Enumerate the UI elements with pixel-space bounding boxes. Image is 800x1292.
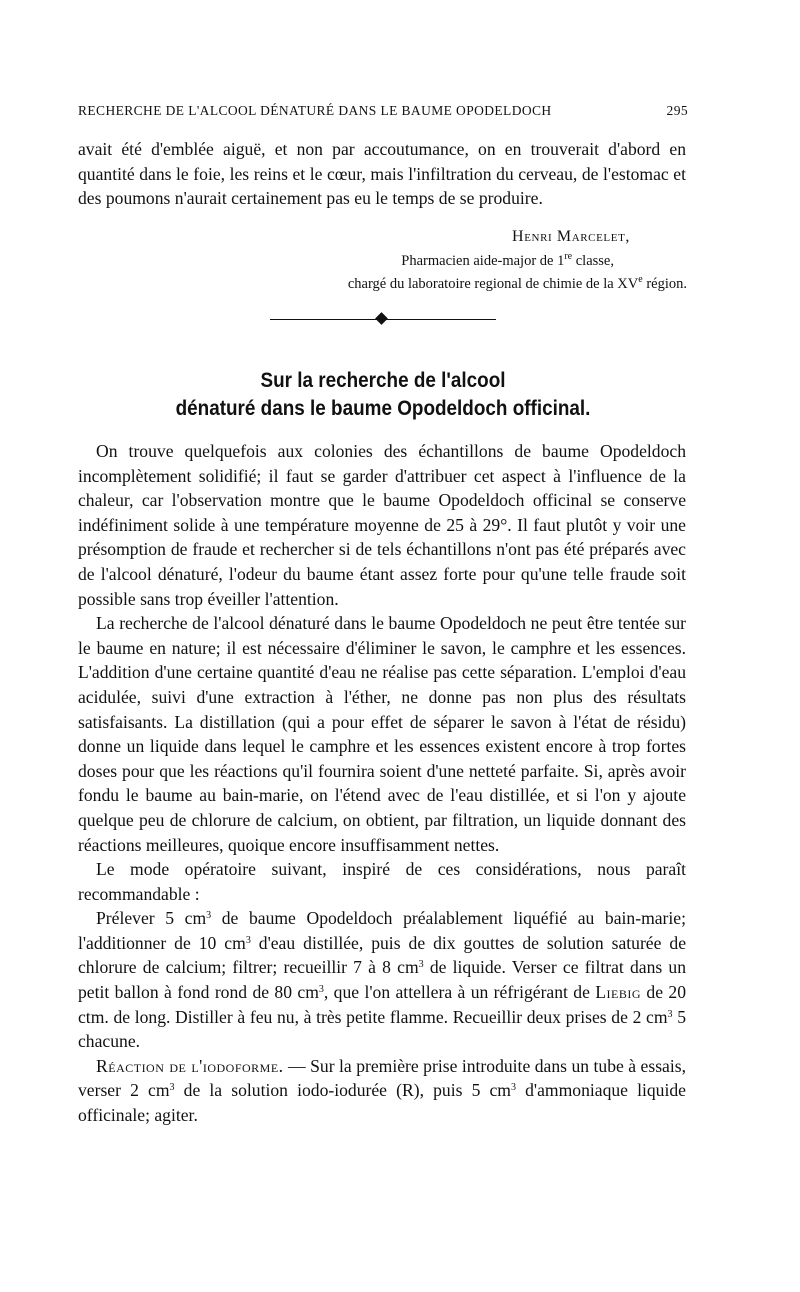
article-title-line-2: dénaturé dans le baume Opodeldoch officinal. xyxy=(175,397,591,420)
paragraph-3: Le mode opératoire suivant, inspiré de ces considérations, nous paraît recommandable : xyxy=(78,859,686,904)
page-number: 295 xyxy=(666,103,688,118)
paragraph-1: On trouve quelquefois aux colonies des échantillons de baume Opodeldoch incomplètement solidifié; il faut se garder d'attribuer cet aspect à l'influence de la chaleur, car l'observation montre que le baume Opodeldoch officinal se conserve indéfiniment solide à une température moyenne de 25 à 29°. Il faut plutôt y voir une présomption de fraude et rechercher si de tels échantillons n'ont pas été préparés avec de l'alcool dénaturé, l'odeur du baume étant assez forte pour qu'une telle fraude soit possible sans trop éveiller l'attention. xyxy=(78,441,686,609)
article-body xyxy=(78,439,686,1128)
running-title: RECHERCHE DE L'ALCOOL DÉNATURÉ DANS LE BAUME OPODELDOCH xyxy=(78,103,552,118)
paragraph-4: Prélever 5 $cm^3$ de baume Opodeldoch préalablement liquéfié au bain-marie; l'additionner de 10 $cm^3$ d'eau distillée, puis de dix gouttes de solution saturée de chlorure de calcium; filtrer; recueillir 7 à 8 $cm^3$ de liquide. Verser ce filtrat dans un petit ballon à fond rond de 80 $cm^3$, que l'on attellera à un réfrigérant de Liebig de 20 ctm. de long. Distiller à feu nu, à très petite flamme. Recueillir deux prises de 2 $cm^3$ 5 chacune. xyxy=(78,908,687,1052)
author-name: Henri Marcelet, xyxy=(512,228,630,245)
closing-paragraph: avait été d'emblée aiguë, et non par accoutumance, on en trouverait d'abord en quantité dans le foie, les reins et le cœur, mais l'infiltration du cerveau, de l'estomac et des poumons n'aurait certainement pas eu le temps de se produire. xyxy=(78,139,686,209)
liebig-name: Liebig xyxy=(595,982,642,1003)
author-role-line-1: Pharmacien aide-major de 1re classe, xyxy=(401,251,614,269)
diamond-ornament-icon xyxy=(375,312,388,325)
author-role-line-2: chargé du laboratoire regional de chimie de la XVe région. xyxy=(347,274,687,292)
reaction-heading: Réaction de l'iodoforme. xyxy=(96,1055,284,1076)
running-header xyxy=(78,103,688,119)
paragraph-2: La recherche de l'alcool dénaturé dans le baume Opodeldoch ne peut être tentée sur le baume en nature; il est nécessaire d'éliminer le savon, le camphre et les essences. L'addition d'une certaine quantité d'eau ne réalise pas cette séparation. L'emploi d'eau acidulée, suivi d'une extraction à l'éther, ne donne pas non plus des résultats satisfaisants. La distillation (qui a pour effet de séparer le savon à l'état de résidu) donne un liquide dans lequel le camphre et les essences existent encore à trop fortes doses pour que les réactions qu'il fournira soient d'une netteté parfaite. Si, après avoir fondu le baume au bain-marie, on l'étend avec de l'eau distillée, et si l'on y ajoute quelque peu de chlorure de calcium, on obtient, par filtration, un liquide donnant des réactions meilleures, quoique encore insuffisamment nettes. xyxy=(78,613,686,855)
article-title-line-1: Sur la recherche de l'alcool xyxy=(260,369,506,392)
previous-article-ending xyxy=(78,137,686,211)
section-divider xyxy=(270,313,496,325)
paragraph-5: Réaction de l'iodoforme. — Sur la première prise introduite dans un tube à essais, verser 2 $cm^3$ de la solution iodo-iodurée (R), puis 5 $cm^3$ d'ammoniaque liquide officinale; agiter. xyxy=(78,1055,686,1126)
